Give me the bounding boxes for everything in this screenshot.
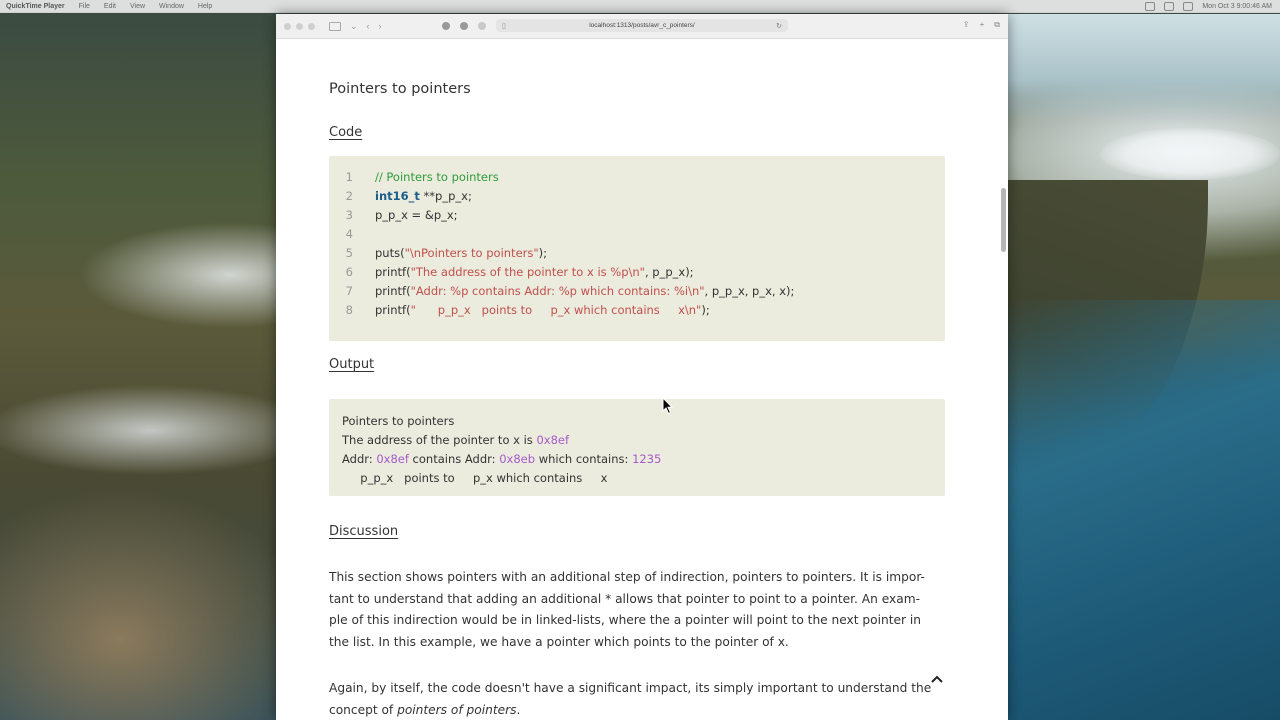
zoom-window-button[interactable] [308,23,315,30]
back-arrow-icon[interactable]: ‹ [366,21,370,31]
address-bar[interactable] [496,19,788,32]
mouse-pointer-icon [662,397,674,415]
page-icon: ▯ [502,22,506,30]
code-token: ); [538,246,548,260]
discussion-line: tant to understand that adding an additional * allows that pointer to point to a pointer. An exam- [329,591,920,606]
scrollbar-thumb[interactable] [1001,188,1006,252]
closing-paragraph [329,678,945,720]
discussion-line: the list. In this example, we have a pointer which points to the pointer of x. [329,634,789,649]
code-keyword: int16_t [375,189,420,203]
reload-icon[interactable]: ↻ [776,22,782,30]
clock[interactable]: Mon Oct 3 9:00:46 AM [1202,2,1272,10]
code-line [329,208,458,227]
discussion-heading[interactable]: Discussion [329,524,399,539]
code-token: **p_p_x; [419,189,472,203]
output-text: p_p_x points to p_x which contains x [342,471,608,485]
output-text: contains Addr: [408,452,500,466]
menu-bar-status [1145,2,1280,11]
window-controls [276,23,315,30]
close-window-button[interactable] [284,23,291,30]
code-line [329,246,548,265]
closing-line [329,700,945,720]
share-icon[interactable]: ⇪ [962,20,970,29]
section-title: Pointers to pointers [329,81,471,97]
wallpaper-sky [1008,14,1280,124]
code-token: , p_p_x, p_x, x); [704,284,795,298]
new-tab-icon[interactable]: + [979,20,985,29]
code-heading[interactable]: Code [329,125,363,140]
closing-prefix: concept of [329,702,398,717]
code-string: "Addr: %p contains Addr: %p which contains: %i\n" [410,284,705,298]
code-line [329,284,795,303]
menu-bar [0,0,1280,13]
output-value: 0x8ef [536,433,570,447]
battery-icon[interactable] [1145,2,1155,11]
code-string: "The address of the pointer to x is %p\n" [410,265,645,279]
line-number: 4 [345,227,353,241]
menu-item-window[interactable]: Window [159,2,184,10]
code-token: ); [701,303,710,317]
scroll-to-top-icon[interactable] [930,674,944,684]
code-text [375,208,458,222]
code-line [329,303,710,322]
privacy-icon[interactable] [460,22,468,30]
line-number: 6 [345,265,353,279]
extension-icon[interactable] [442,22,450,30]
closing-suffix: . [516,702,521,717]
line-number: 3 [345,208,353,222]
line-number: 2 [345,189,353,203]
code-text [375,246,547,260]
output-line [342,452,661,466]
forward-arrow-icon[interactable]: › [378,21,382,31]
discussion-line: ple of this indirection would be in linked-lists, where the a pointer will point to the next pointer in [329,613,921,627]
closing-emphasis: pointers of pointers [397,702,517,717]
code-line [329,265,694,284]
output-block [329,399,945,496]
menu-item-edit[interactable]: Edit [103,2,116,10]
code-token: p_p_x = &p_x; [375,208,458,222]
output-line [342,471,607,485]
menu-item-view[interactable]: View [129,2,146,10]
code-text [375,303,710,317]
app-menu[interactable]: QuickTime Player [6,2,65,10]
code-token: printf( [375,284,411,298]
code-string: " p_p_x points to p_x which contains x\n" [410,303,702,317]
control-center-icon[interactable] [1183,2,1193,11]
code-token: printf( [375,303,411,317]
wallpaper-cloud [1100,128,1280,180]
output-text: Addr: [342,452,377,466]
menu-item-help[interactable]: Help [197,2,213,10]
chevron-down-icon[interactable]: ⌄ [350,20,358,31]
browser-window [276,14,1008,720]
output-line [342,414,454,428]
output-value: 0x8eb [499,452,536,466]
code-line [329,227,353,246]
toolbar-actions [963,20,1000,30]
line-number: 1 [345,170,353,184]
output-value: 1235 [632,452,662,466]
code-string: "\nPointers to pointers" [404,246,539,260]
sidebar-toggle-icon[interactable] [329,22,341,31]
tab-overview-icon[interactable]: ⧉ [994,20,1000,29]
closing-line: Again, by itself, the code doesn't have a significant impact, its simply important to understand the [329,681,932,695]
code-text [375,170,499,184]
code-token: , p_p_x); [644,265,694,279]
reader-icon[interactable] [478,22,486,30]
output-text: which contains: [535,452,633,466]
wallpaper-sea [1008,300,1280,720]
menu-item-file[interactable]: File [78,2,90,10]
discussion-line: This section shows pointers with an additional step of indirection, pointers to pointers. It is impor- [329,570,925,584]
code-line [329,170,499,189]
wifi-icon[interactable] [1164,2,1174,11]
line-number: 5 [345,246,353,260]
minimize-window-button[interactable] [296,23,303,30]
code-block [329,156,945,341]
discussion-paragraph [329,567,945,653]
code-token: puts( [375,246,405,260]
output-value: 0x8ef [376,452,409,466]
code-text [375,265,694,279]
output-line [342,433,569,447]
line-number: 7 [345,284,353,298]
code-text [375,284,794,298]
url-text: localhost:1313/posts/avr_c_pointers/ [589,22,695,29]
code-comment: // Pointers to pointers [375,170,499,184]
output-heading[interactable]: Output [329,357,375,372]
browser-toolbar [276,14,1008,39]
menu-bar-items [0,3,212,10]
code-text [375,189,472,203]
output-text: Pointers to pointers [342,414,455,428]
code-line [329,189,472,208]
line-number: 8 [345,303,353,317]
output-text: The address of the pointer to x is [342,433,537,447]
code-token: printf( [375,265,411,279]
